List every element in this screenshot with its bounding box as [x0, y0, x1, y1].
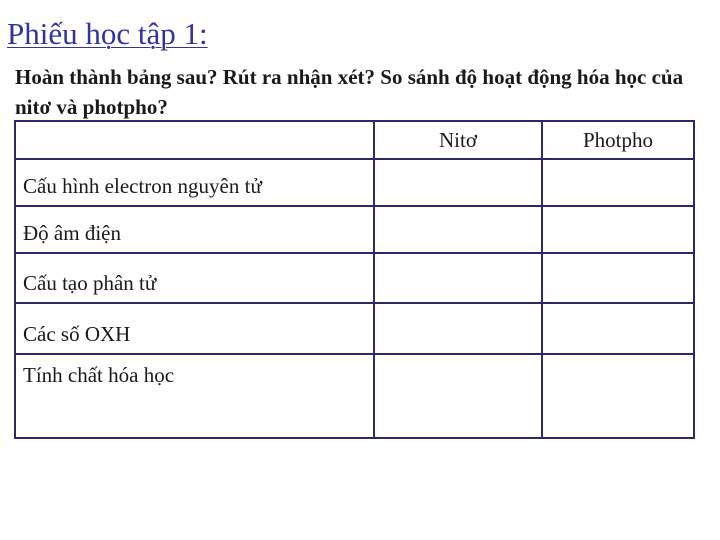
row-label-electronegativity: Độ âm điện — [15, 206, 374, 253]
table-row — [15, 206, 694, 253]
table-header-row — [15, 121, 694, 159]
cell-photpho-oxidation-states[interactable] — [542, 303, 694, 354]
cell-nito-oxidation-states[interactable] — [374, 303, 542, 354]
table-row — [15, 159, 694, 206]
cell-photpho-molecular-structure[interactable] — [542, 253, 694, 303]
cell-photpho-electron-config[interactable] — [542, 159, 694, 206]
cell-nito-electronegativity[interactable] — [374, 206, 542, 253]
cell-nito-electron-config[interactable] — [374, 159, 542, 206]
table-corner-cell — [15, 121, 374, 159]
column-header-nito: Nitơ — [374, 121, 542, 159]
table-row — [15, 303, 694, 354]
column-header-photpho: Photpho — [542, 121, 694, 159]
row-label-oxidation-states: Các số OXH — [15, 303, 374, 354]
cell-nito-chemical-properties[interactable] — [374, 354, 542, 438]
worksheet-prompt: Hoàn thành bảng sau? Rút ra nhận xét? So sánh độ hoạt động hóa học của nitơ và photpho? — [15, 65, 684, 119]
table-row — [15, 354, 694, 438]
row-label-electron-config: Cấu hình electron nguyên tử — [15, 159, 374, 206]
cell-photpho-chemical-properties[interactable] — [542, 354, 694, 438]
worksheet-title: Phiếu học tập 1: — [7, 16, 208, 51]
row-label-chemical-properties: Tính chất hóa học — [15, 354, 374, 438]
comparison-table — [14, 120, 695, 439]
cell-photpho-electronegativity[interactable] — [542, 206, 694, 253]
table-row — [15, 253, 694, 303]
row-label-molecular-structure: Cấu tạo phân tử — [15, 253, 374, 303]
cell-nito-molecular-structure[interactable] — [374, 253, 542, 303]
